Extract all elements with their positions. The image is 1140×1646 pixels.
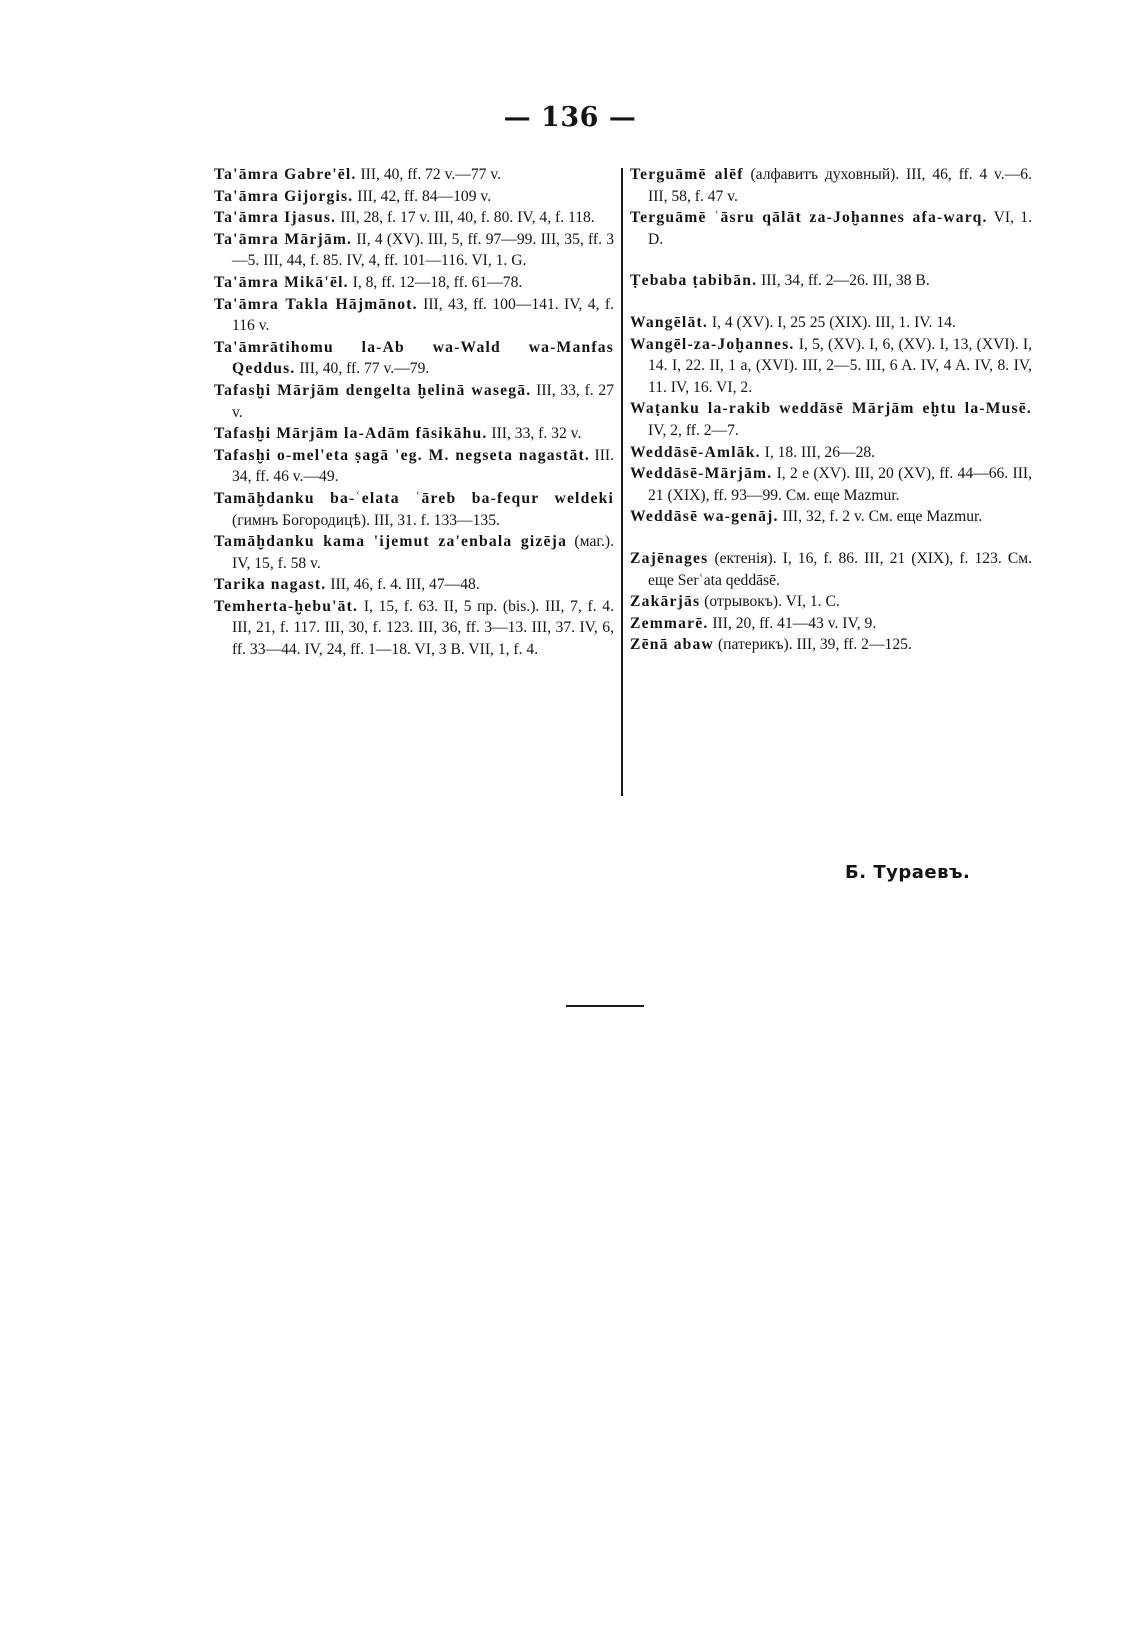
index-entry — [214, 207, 614, 229]
entry-references: III, 32, f. 2 v. См. еще Mazmur. — [782, 508, 983, 526]
entry-title: Wangēlāt. — [630, 313, 708, 331]
index-entry — [630, 164, 1032, 207]
entry-title: Ta'āmra Gijorgis. — [214, 187, 354, 205]
entry-title: Ta'āmra Ijasus. — [214, 209, 337, 227]
entry-references: III, 40, ff. 77 v.—79. — [299, 360, 430, 378]
index-entry — [214, 164, 614, 186]
entry-references: (патерикъ). III, 39, ff. 2—125. — [717, 636, 912, 654]
entry-title: Ta'āmra Mārjām. — [214, 230, 353, 248]
entry-references: III, 20, ff. 41—43 v. IV, 9. — [712, 614, 877, 632]
entry-spacer — [630, 250, 1032, 270]
entry-references: III. 34, ff. 46 v.—49. — [232, 446, 614, 486]
index-entry — [214, 488, 614, 531]
entry-references: IV, 2, ff. 2—7. — [648, 421, 739, 439]
index-entry — [214, 380, 614, 423]
index-entry — [214, 272, 614, 294]
column-divider — [621, 168, 623, 796]
entry-references: III, 33, f. 27 v. — [232, 381, 614, 421]
entry-title: Waṭanku la-rakib weddāsē Mārjām eḫtu la-Musē. — [630, 400, 1032, 418]
entry-title: Tarika nagast. — [214, 576, 327, 594]
index-entry — [214, 423, 614, 445]
entry-references: III, 42, ff. 84—109 v. — [357, 187, 492, 205]
entry-title: Weddāsē wa-genāj. — [630, 508, 779, 526]
entry-title: Zemmarē. — [630, 614, 709, 632]
entry-title: Weddāsē-Amlāk. — [630, 443, 761, 461]
entry-references: III, 28, f. 17 v. III, 40, f. 80. IV, 4, f. 118. — [340, 209, 595, 227]
entry-title: Tafasḫi Mārjām dengelta ḫelinā wasegā. — [214, 381, 532, 399]
index-entry — [630, 312, 1032, 334]
entry-references: I, 4 (XV). I, 25 25 (XIX). III, 1. IV. 14. — [711, 313, 956, 331]
entry-references: I, 15, f. 63. II, 5 пр. (bis.). III, 7, f. 4. III, 21, f. 117. III, 30, f. 123. III, 36, ff. 3—13. III, 37. IV, 6, ff. 33—44. IV, 24, ff. 1—18. VI, 3 B. VII, 1, f. 4. — [232, 597, 614, 659]
index-entry — [630, 398, 1032, 441]
entry-references: (алфавитъ духовный). III, 46, ff. 4 v.—6. III, 58, f. 47 v. — [648, 166, 1032, 205]
entry-spacer — [630, 528, 1032, 548]
entry-title: Tafasḫi o-mel'eta ṣagā 'eg. M. negseta nagastāt. — [214, 446, 590, 464]
entry-references: III, 33, f. 32 v. — [491, 425, 582, 443]
entry-references: (мaг.). IV, 15, f. 58 v. — [232, 533, 614, 572]
entry-title: Wangēl-za-Joḫannes. — [630, 335, 795, 353]
entry-references: I, 2 e (XV). III, 20 (XV), ff. 44—66. III, 21 (XIX), ff. 93—99. См. еще Mazmur. — [648, 465, 1032, 504]
entry-title: Terguāmē ʿāsru qālāt za-Joḫannes afa-warq. — [630, 209, 988, 227]
entry-references: II, 4 (XV). III, 5, ff. 97—99. III, 35, ff. 3—5. III, 44, f. 85. IV, 4, ff. 101—116. VI, 1. G. — [232, 230, 614, 270]
entry-references: I, 18. III, 26—28. — [764, 443, 876, 461]
index-column-right — [630, 164, 1032, 656]
entry-title: Ta'āmra Mikā'ēl. — [214, 273, 349, 291]
index-entry — [630, 207, 1032, 250]
entry-references: VI, 1. D. — [648, 209, 1032, 248]
entry-references: III, 40, ff. 72 v.—77 v. — [360, 166, 502, 183]
index-entry — [214, 445, 614, 488]
index-entry — [214, 596, 614, 661]
index-entry — [630, 613, 1032, 635]
index-entry — [214, 574, 614, 596]
entry-references: (гимнъ Богородицѣ). III, 31. f. 133—135. — [232, 511, 500, 529]
page-number: — 136 — — [503, 102, 637, 133]
entry-references: I, 5, (XV). I, 6, (XV). I, 13, (XVI). I, 14. I, 22. II, 1 a, (XVI). III, 2—5. III, 6 A. IV, 4 A. IV, 8. IV, 11. IV, 16. VI, 2. — [648, 335, 1033, 396]
closing-rule — [566, 1005, 644, 1007]
entry-references: (отрывокъ). VI, 1. C. — [704, 593, 840, 611]
index-entry — [630, 270, 1032, 292]
index-entry — [630, 463, 1032, 506]
entry-title: Tafasḫi Mārjām la-Adām fāsikāhu. — [214, 425, 488, 443]
entry-title: Ṭebaba ṭabibān. — [630, 272, 758, 290]
entry-title: Weddāsē-Mārjām. — [630, 465, 773, 483]
index-entry — [630, 334, 1032, 399]
entry-title: Zakārjās — [630, 593, 701, 611]
author-signature: Б. Тураевъ. — [845, 862, 971, 883]
index-entry — [214, 337, 614, 380]
entry-title: Terguāmē alēf — [630, 166, 744, 183]
entry-spacer — [630, 292, 1032, 312]
index-entry — [630, 634, 1032, 656]
entry-references: I, 8, ff. 12—18, ff. 61—78. — [352, 273, 523, 291]
entry-title: Tamāḫdanku kama 'ijemut za'enbala gizēja — [214, 533, 568, 551]
entry-title: Zajēnages — [630, 549, 709, 567]
index-entry — [630, 548, 1032, 591]
index-entry — [630, 506, 1032, 528]
index-entry — [630, 591, 1032, 613]
entry-references: (ектенія). I, 16, f. 86. III, 21 (XIX), f. 123. См. еще Serʿata qeddāsē. — [648, 549, 1032, 589]
entry-title: Zēnā abaw — [630, 636, 715, 654]
entry-title: Ta'āmra Gabre'ēl. — [214, 166, 357, 183]
entry-title: Ta'āmra Takla Hājmānot. — [214, 295, 418, 313]
entry-title: Ta'āmrātihomu la-Ab wa-Wald wa-Manfas Qeddus. — [214, 338, 614, 378]
index-entry — [214, 294, 614, 337]
index-entry — [214, 186, 614, 208]
index-entry — [214, 531, 614, 574]
entry-references: III, 46, f. 4. III, 47—48. — [330, 576, 480, 594]
index-entry — [630, 442, 1032, 464]
index-entry — [214, 229, 614, 272]
entry-title: Temherta-ḫebu'āt. — [214, 597, 359, 615]
index-column-left — [214, 164, 614, 661]
entry-references: III, 43, ff. 100—141. IV, 4, f. 116 v. — [232, 295, 614, 335]
entry-title: Tamāḫdanku ba-ʿelata ʿāreb ba-fequr weldeki — [214, 489, 614, 507]
entry-references: III, 34, ff. 2—26. III, 38 B. — [761, 272, 930, 290]
